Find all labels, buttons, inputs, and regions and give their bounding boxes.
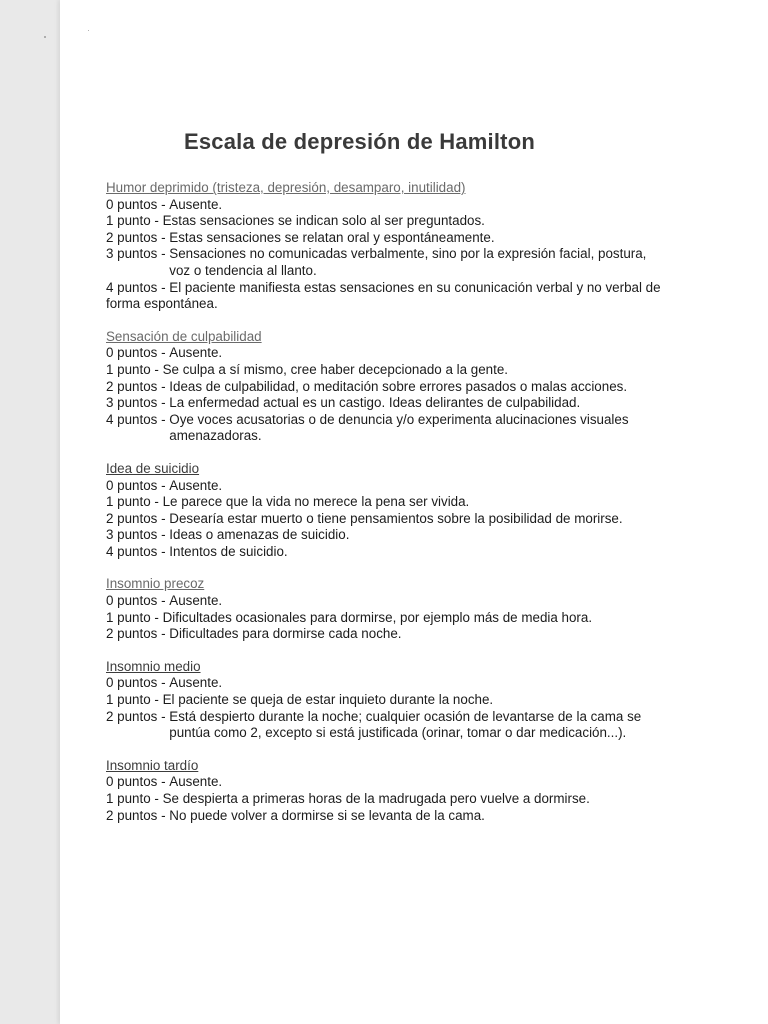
score-label: 4 puntos - xyxy=(106,544,169,561)
score-description: Sensaciones no comunicadas verbalmente, sino por la expresión facial, postura, voz o tendencia al llanto. xyxy=(169,246,647,278)
score-label: 0 puntos - xyxy=(106,197,169,214)
score-item xyxy=(106,593,666,610)
score-description: Estas sensaciones se relatan oral y espontáneamente. xyxy=(169,229,495,245)
score-item xyxy=(106,692,666,709)
score-label: 0 puntos - xyxy=(106,675,169,692)
score-item xyxy=(106,280,666,313)
score-item xyxy=(106,774,666,791)
score-item xyxy=(106,412,666,445)
score-item xyxy=(106,626,666,643)
score-label: 1 punto - xyxy=(106,213,163,230)
section-heading: Insomnio medio xyxy=(106,658,201,674)
score-description: Estas sensaciones se indican solo al ser preguntados. xyxy=(162,213,485,229)
score-label: 1 punto - xyxy=(106,494,163,511)
score-label: 4 puntos - xyxy=(106,280,169,295)
section-heading: Idea de suicidio xyxy=(106,460,200,476)
score-label: 2 puntos - xyxy=(106,626,169,643)
score-label: 2 puntos - xyxy=(106,709,169,742)
section-heading: Sensación de culpabilidad xyxy=(106,328,262,344)
score-description: Ausente. xyxy=(169,593,223,609)
score-description: Se despierta a primeras horas de la madrugada pero vuelve a dormirse. xyxy=(162,791,590,806)
score-label: 0 puntos - xyxy=(106,774,169,791)
score-item xyxy=(106,610,666,627)
section-heading: Insomnio tardío xyxy=(106,757,199,773)
score-item xyxy=(106,362,666,379)
section-insomnio-medio xyxy=(106,659,666,742)
score-description: Ausente. xyxy=(169,774,223,790)
score-description: Ideas de culpabilidad, o meditación sobre errores pasados o malas acciones. xyxy=(169,378,628,394)
score-description: Ausente. xyxy=(169,196,223,212)
score-description: Oye voces acusatorias o de denuncia y/o experimenta alucinaciones visuales amenazadoras. xyxy=(169,411,629,444)
section-heading: Humor deprimido (tristeza, depresión, desamparo, inutilidad) xyxy=(106,180,466,195)
score-label: 1 punto - xyxy=(106,610,163,627)
section-insomnio-tardio xyxy=(106,758,666,824)
scan-speck xyxy=(44,36,46,38)
score-item xyxy=(106,379,666,396)
score-description: Dificultades ocasionales para dormirse, por ejemplo más de media hora. xyxy=(162,609,593,625)
score-description: La enfermedad actual es un castigo. Ideas delirantes de culpabilidad. xyxy=(169,395,581,411)
score-item xyxy=(106,675,666,692)
score-item xyxy=(106,511,666,528)
score-description: Ausente. xyxy=(169,675,223,691)
score-description: No puede volver a dormirse si se levanta de la cama. xyxy=(169,807,485,823)
document-body xyxy=(106,128,666,840)
score-item xyxy=(106,808,666,825)
score-label: 2 puntos - xyxy=(106,379,169,396)
score-item xyxy=(106,246,666,279)
score-item xyxy=(106,230,666,247)
score-label: 0 puntos - xyxy=(106,593,169,610)
score-description: Ausente. xyxy=(169,477,223,493)
score-description: Le parece que la vida no merece la pena ser vivida. xyxy=(162,494,470,510)
score-item xyxy=(106,494,666,511)
score-item xyxy=(106,213,666,230)
score-item xyxy=(106,791,666,808)
score-label: 2 puntos - xyxy=(106,808,169,825)
score-description: Dificultades para dormirse cada noche. xyxy=(169,626,402,642)
page-title: Escala de depresión de Hamilton xyxy=(184,129,535,154)
score-item xyxy=(106,478,666,495)
scan-speck xyxy=(88,30,89,31)
score-item xyxy=(106,709,666,742)
score-label: 1 punto - xyxy=(106,362,163,379)
score-description: Está despierto durante la noche; cualquier ocasión de levantarse de la cama se puntúa como 2, excepto si está justificada (orinar, tomar o dar medicación...). xyxy=(169,708,642,741)
score-item xyxy=(106,197,666,214)
score-label: 0 puntos - xyxy=(106,345,169,362)
score-item xyxy=(106,345,666,362)
score-label: 2 puntos - xyxy=(106,511,169,528)
section-culpabilidad xyxy=(106,329,666,445)
score-label: 1 punto - xyxy=(106,692,163,709)
score-item xyxy=(106,395,666,412)
score-label: 0 puntos - xyxy=(106,478,169,495)
section-idea-suicidio xyxy=(106,461,666,561)
score-description: Intentos de suicidio. xyxy=(169,543,288,559)
section-insomnio-precoz xyxy=(106,576,666,642)
score-description: Se culpa a sí mismo, cree haber decepcionado a la gente. xyxy=(162,361,508,377)
score-description: El paciente manifiesta estas sensaciones en su conunicación verbal y no verbal de forma espontánea. xyxy=(106,279,661,312)
section-heading: Insomnio precoz xyxy=(106,576,205,592)
score-label: 2 puntos - xyxy=(106,230,169,247)
score-label: 1 punto - xyxy=(106,791,163,808)
score-description: Desearía estar muerto o tiene pensamientos sobre la posibilidad de morirse. xyxy=(169,510,623,526)
score-description: El paciente se queja de estar inquieto durante la noche. xyxy=(162,692,494,708)
score-description: Ausente. xyxy=(169,345,223,361)
section-humor-deprimido xyxy=(106,180,666,313)
score-description: Ideas o amenazas de suicidio. xyxy=(169,527,350,543)
score-label: 3 puntos - xyxy=(106,527,169,544)
score-item xyxy=(106,527,666,544)
score-label: 3 puntos - xyxy=(106,246,169,279)
score-item xyxy=(106,544,666,561)
score-label: 4 puntos - xyxy=(106,412,169,445)
score-label: 3 puntos - xyxy=(106,395,169,412)
